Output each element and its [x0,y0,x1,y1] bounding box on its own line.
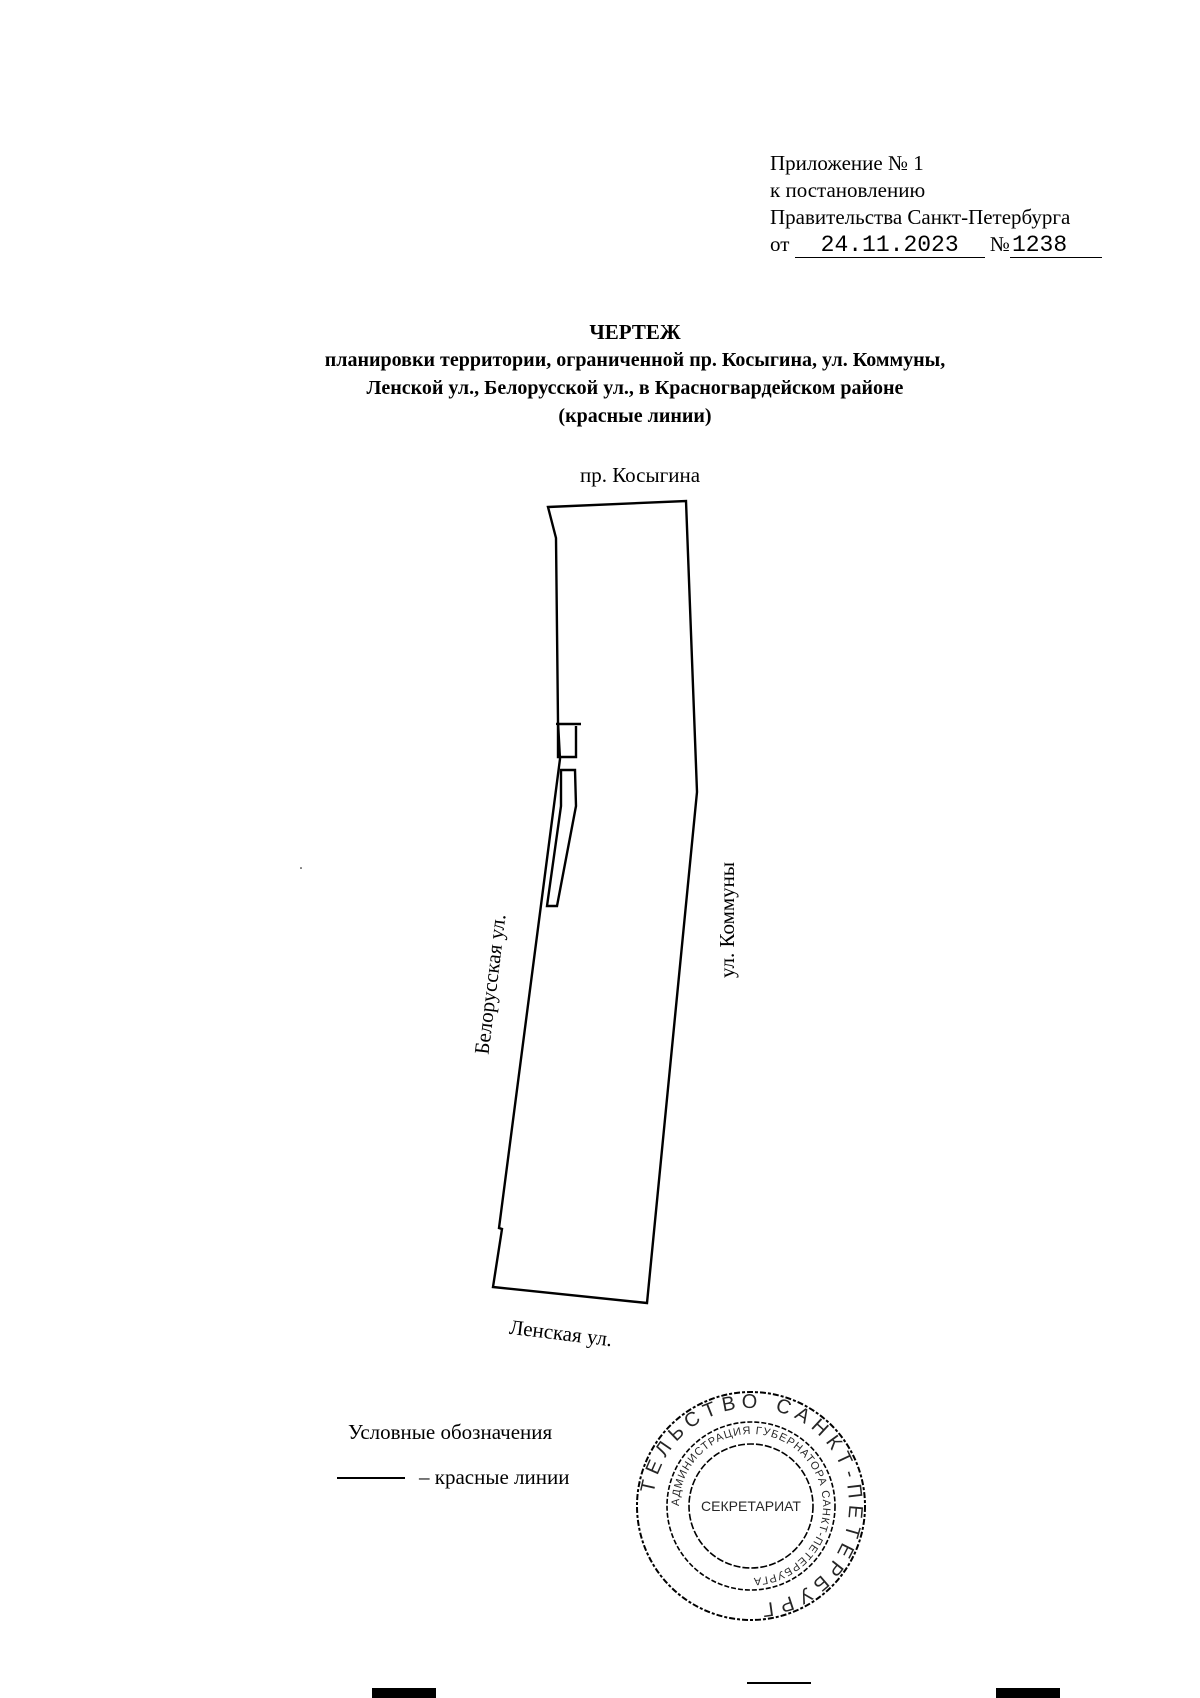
official-seal [633,1388,869,1624]
street-label-north: пр. Косыгина [579,463,701,487]
title-line-3: (красные линии) [558,405,712,427]
appendix-number: Приложение № 1 [770,151,924,175]
street-label-east: ул. Коммуны [715,861,739,979]
legend-line-sample [337,1477,405,1479]
title-line-2: Ленской ул., Белорусской ул., в Красногвардейском районе [366,377,904,399]
appendix-government: Правительства Санкт-Петербурга [770,205,1071,229]
from-label: от [770,232,790,256]
plot-cutout-lower [547,770,576,906]
street-label-west: Белорусская ул. [469,912,511,1056]
legend-red-lines-label: – красные линии [419,1465,570,1489]
territory-boundary [493,501,697,1303]
scan-mark-left [372,1688,436,1698]
appendix-to-resolution: к постановлению [770,178,926,202]
seal-center-text: СЕКРЕТАРИАТ [701,1498,801,1514]
scan-mark-right [996,1688,1060,1698]
scan-edge-marks [0,1680,1200,1695]
resolution-number: 1238 [1010,233,1102,258]
title-line-1: планировки территории, ограниченной пр. Косыгина, ул. Коммуны, [324,349,946,371]
seal-inner-textpath: АДМИНИСТРАЦИЯ ГУБЕРНАТОРА САНКТ-ПЕТЕРБУРГА [669,1424,833,1588]
title-main: ЧЕРТЕЖ [589,320,681,344]
number-label: № [989,232,1010,256]
scan-speck [300,867,302,869]
resolution-date: 24.11.2023 [795,233,985,258]
legend-red-lines [337,1465,569,1490]
scan-mark-center [747,1682,811,1684]
street-label-south: Ленская ул. [508,1314,614,1352]
seal-outer-textpath: ТЕЛЬСТВО САНКТ-ПЕТЕРБУРГ [636,1390,867,1622]
legend-title: Условные обозначения [348,1420,553,1444]
